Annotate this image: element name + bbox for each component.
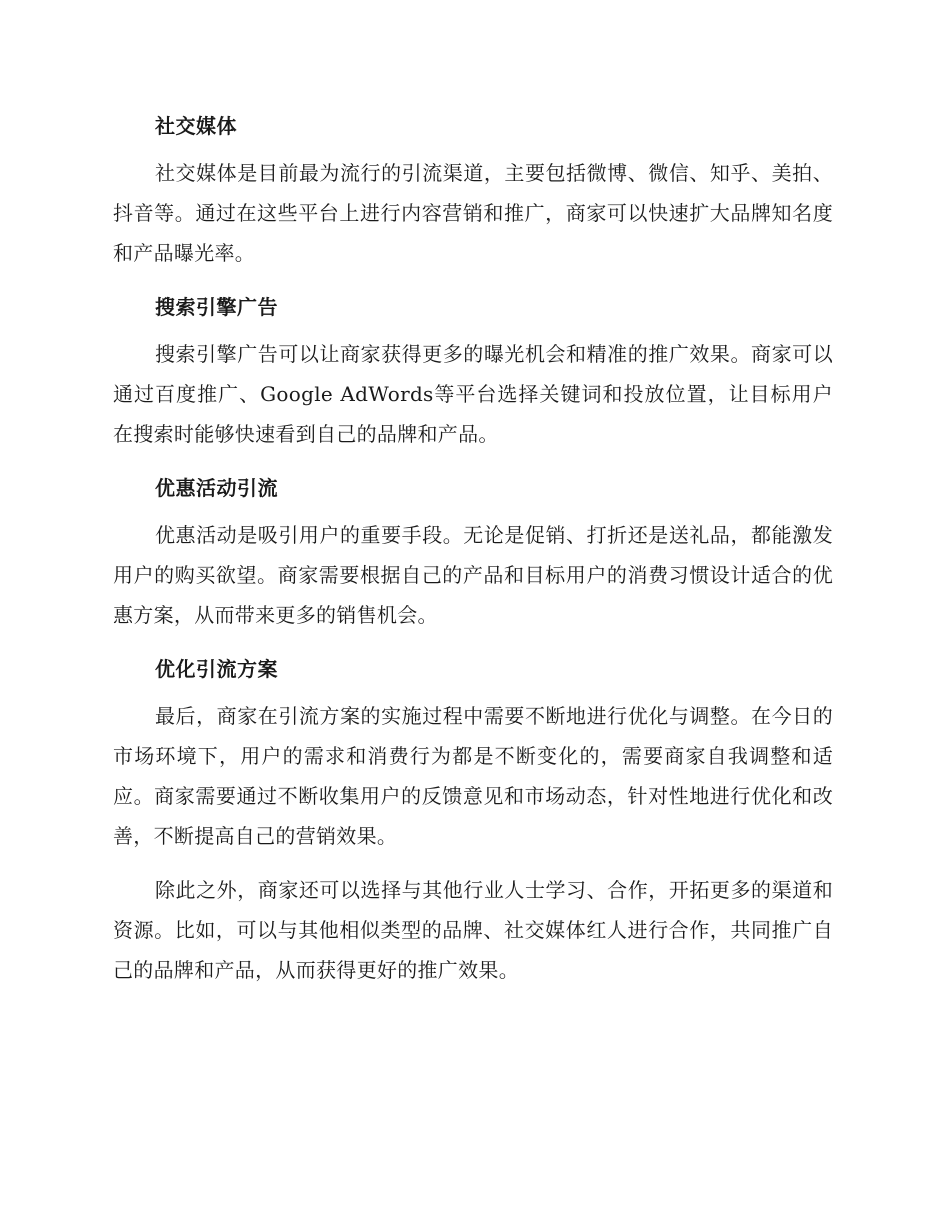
paragraph-search-ads: 搜索引擎广告可以让商家获得更多的曝光机会和精准的推广效果。商家可以通过百度推广、Google AdWords等平台选择关键词和投放位置，让目标用户在搜索时能够快速看到自己的品牌和产品。 (113, 342, 833, 446)
document-page (113, 106, 833, 990)
section-heading-search-ads: 搜索引擎广告 (155, 295, 278, 319)
paragraph-optimization: 最后，商家在引流方案的实施过程中需要不断地进行优化与调整。在今日的市场环境下，用户的需求和消费行为都是不断变化的，需要商家自我调整和适应。商家需要通过不断收集用户的反馈意见和市场动态，针对性地进行优化和改善，不断提高自己的营销效果。 (113, 704, 833, 848)
section-heading-optimization: 优化引流方案 (155, 657, 278, 681)
section-heading-promotions: 优惠活动引流 (155, 476, 278, 500)
paragraph-promotions: 优惠活动是吸引用户的重要手段。无论是促销、打折还是送礼品，都能激发用户的购买欲望。商家需要根据自己的产品和目标用户的消费习惯设计适合的优惠方案，从而带来更多的销售机会。 (113, 523, 833, 627)
section-heading-social-media: 社交媒体 (155, 114, 237, 138)
paragraph-cooperation: 除此之外，商家还可以选择与其他行业人士学习、合作，开拓更多的渠道和资源。比如，可以与其他相似类型的品牌、社交媒体红人进行合作，共同推广自己的品牌和产品，从而获得更好的推广效果。 (113, 878, 833, 982)
paragraph-social-media: 社交媒体是目前最为流行的引流渠道，主要包括微博、微信、知乎、美拍、抖音等。通过在这些平台上进行内容营销和推广，商家可以快速扩大品牌知名度和产品曝光率。 (113, 161, 833, 265)
